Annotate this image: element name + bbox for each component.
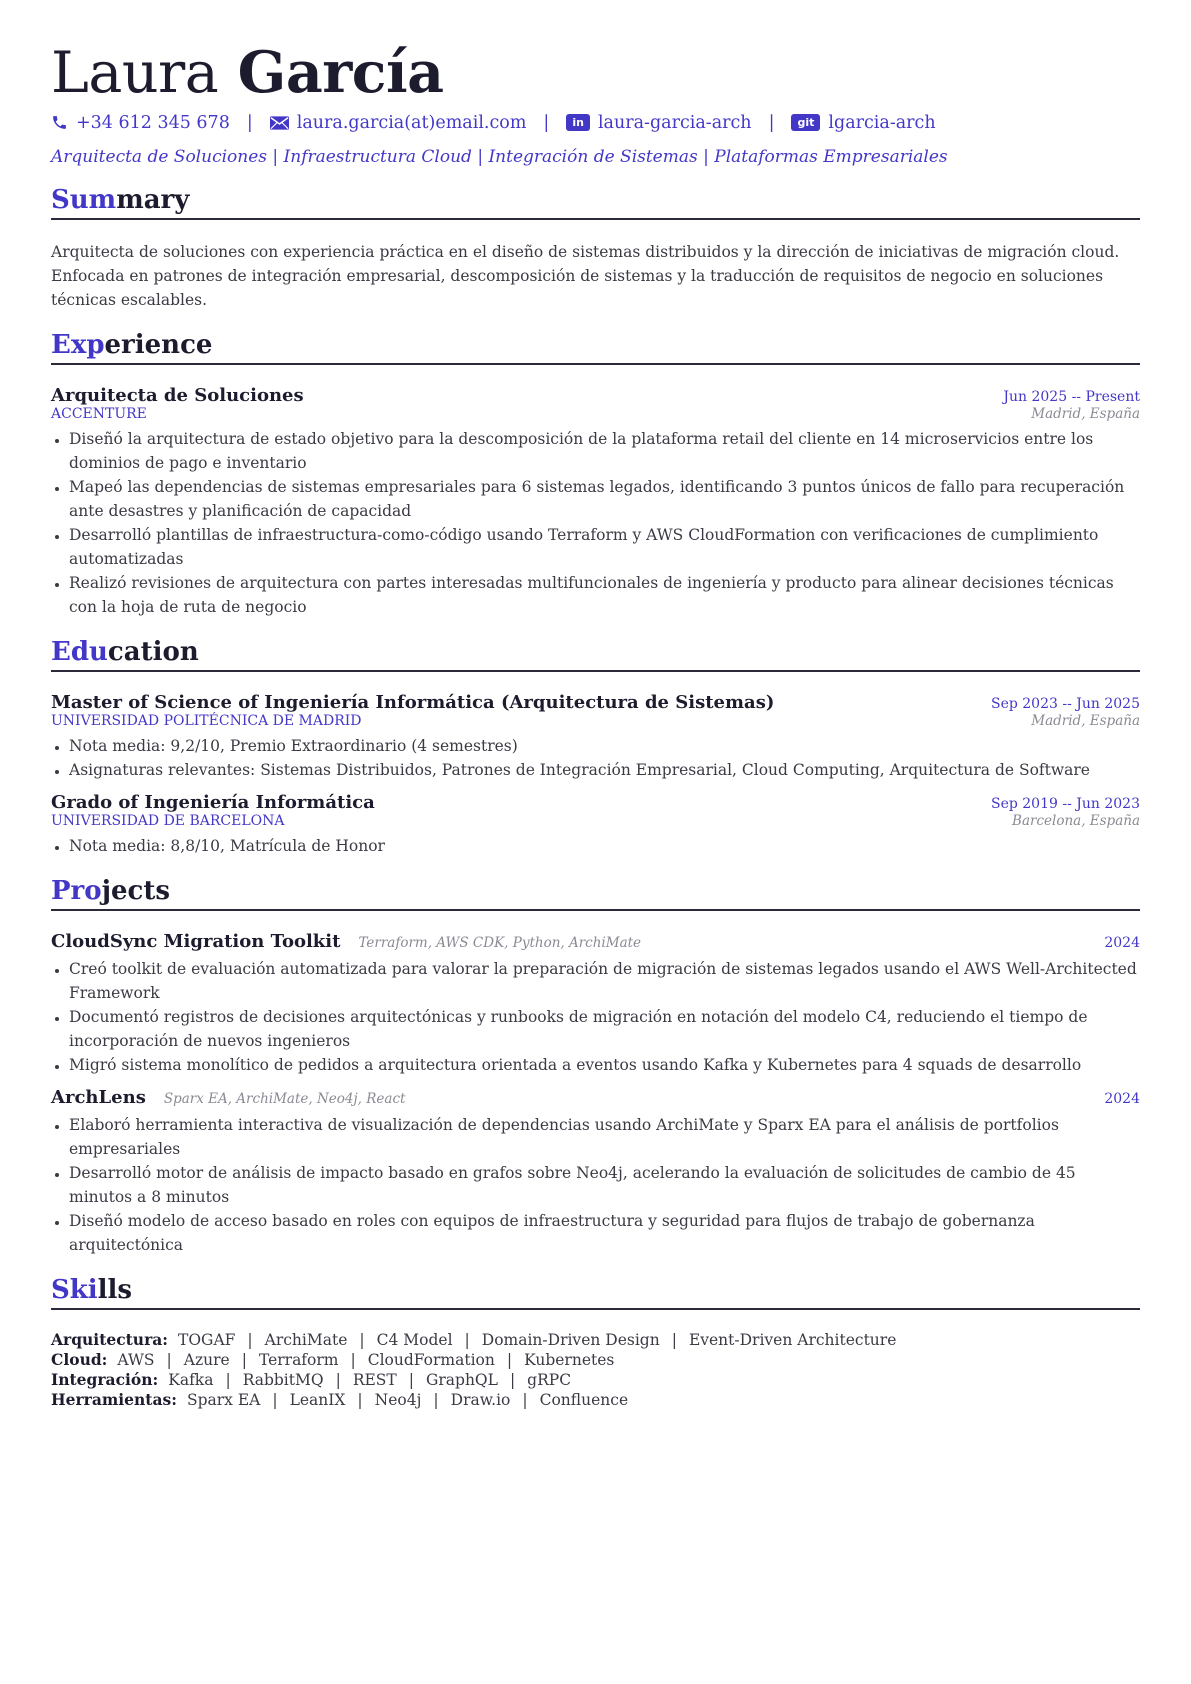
phone-link[interactable] <box>51 113 230 133</box>
section-title: Summary <box>51 185 1140 220</box>
job-bullets <box>51 427 1140 619</box>
degree-date: Sep 2019 -- Jun 2023 <box>990 796 1140 813</box>
section-title: Education <box>51 637 1140 672</box>
list-item: • Mapeó las dependencias de sistemas empresariales para 6 sistemas legados, identificando 3 puntos únicos de fallo para recuperación ante desastres y planificación de capacidad <box>69 475 1140 523</box>
envelope-icon <box>270 116 289 130</box>
job-title: Arquitecta de Soluciones <box>51 384 304 406</box>
list-item: • Realizó revisiones de arquitectura con partes interesadas multifuncionales de ingeniería y producto para alinear decisiones técnicas con la hoja de ruta de negocio <box>69 571 1140 619</box>
skills-section <box>51 1275 1140 1410</box>
experience-section <box>51 330 1140 619</box>
list-item: • Documentó registros de decisiones arquitectónicas y runbooks de migración en notación del modelo C4, reduciendo el tiempo de incorporación de nuevos ingenieros <box>69 1005 1140 1053</box>
section-title: Projects <box>51 876 1140 911</box>
education-section <box>51 637 1140 858</box>
summary-section <box>51 185 1140 312</box>
list-item: • Desarrolló plantillas de infraestructura-como-código usando Terraform y AWS CloudFormation con verificaciones de cumplimiento automatizadas <box>69 523 1140 571</box>
contact-bar <box>51 113 1140 133</box>
project-date: 2024 <box>1104 935 1140 952</box>
project-title: CloudSync Migration Toolkit <box>51 931 341 953</box>
degree-location: Barcelona, España <box>1012 813 1140 830</box>
summary-text: Arquitecta de soluciones con experiencia práctica en el diseño de sistemas distribuidos y la dirección de iniciativas de migración cloud. Enfocada en patrones de integración empresarial, descomposición de sistemas y la traducción de requisitos de negocio en soluciones técnicas escalables. <box>51 242 1120 309</box>
list-item: • Creó toolkit de evaluación automatizada para valorar la preparación de migración de sistemas legados usando el AWS Well-Architected Framework <box>69 957 1140 1005</box>
phone-icon <box>51 114 68 131</box>
degree-bullets <box>51 734 1140 782</box>
job-date: Jun 2025 -- Present <box>1003 388 1140 405</box>
job-location: Madrid, España <box>1031 405 1140 422</box>
degree-date: Sep 2023 -- Jun 2025 <box>990 696 1140 713</box>
education-entry <box>51 692 1140 782</box>
phone-text: +34 612 345 678 <box>76 112 230 133</box>
github-link[interactable] <box>791 113 935 133</box>
linkedin-icon: in <box>566 114 590 131</box>
job-company: ACCENTURE <box>51 405 147 422</box>
skill-row: Integración: Kafka | RabbitMQ | REST | GraphQL | gRPC <box>51 1370 572 1390</box>
education-entry <box>51 792 1140 858</box>
list-item: • Elaboró herramienta interactiva de visualización de dependencias usando ArchiMate y Sparx EA para el análisis de portfolios empresariales <box>69 1113 1140 1161</box>
project-entry <box>51 931 1140 1077</box>
section-title: Skills <box>51 1275 1140 1310</box>
section-title: Experience <box>51 330 1140 365</box>
github-text: lgarcia-arch <box>828 112 936 133</box>
contact-separator: | <box>543 112 550 133</box>
list-item: • Diseñó modelo de acceso basado en roles con equipos de infraestructura y seguridad para flujos de trabajo de gobernanza arquitectónica <box>69 1209 1140 1257</box>
projects-section <box>51 876 1140 1257</box>
tagline: Arquitecta de Soluciones | Infraestructura Cloud | Integración de Sistemas | Plataformas Empresariales <box>51 146 948 167</box>
contact-separator: | <box>246 112 253 133</box>
project-date: 2024 <box>1104 1091 1140 1108</box>
degree-bullets <box>51 834 1140 858</box>
skill-row: Cloud: AWS | Azure | Terraform | CloudFormation | Kubernetes <box>51 1350 615 1370</box>
email-link[interactable] <box>270 113 527 133</box>
linkedin-text: laura-garcia-arch <box>597 112 752 133</box>
last-name: García <box>237 39 444 106</box>
project-tech: Sparx EA, ArchiMate, Neo4j, React <box>163 1091 406 1108</box>
skill-row: Herramientas: Sparx EA | LeanIX | Neo4j | Draw.io | Confluence <box>51 1390 629 1410</box>
list-item: • Asignaturas relevantes: Sistemas Distribuidos, Patrones de Integración Empresarial, Cloud Computing, Arquitectura de Software <box>69 758 1140 782</box>
skills-list <box>51 1330 1140 1410</box>
linkedin-link[interactable] <box>566 113 751 133</box>
experience-entry <box>51 385 1140 619</box>
list-item: • Migró sistema monolítico de pedidos a arquitectura orientada a eventos usando Kafka y Kubernetes para 4 squads de desarrollo <box>69 1053 1140 1077</box>
list-item: • Desarrolló motor de análisis de impacto basado en grafos sobre Neo4j, acelerando la evaluación de solicitudes de cambio de 45 minutos a 8 minutos <box>69 1161 1140 1209</box>
list-item: • Nota media: 8,8/10, Matrícula de Honor <box>69 834 1140 858</box>
degree-school: UNIVERSIDAD DE BARCELONA <box>51 813 285 830</box>
github-icon: git <box>791 114 820 131</box>
degree-school: UNIVERSIDAD POLITÉCNICA DE MADRID <box>51 713 362 730</box>
list-item: • Nota media: 9,2/10, Premio Extraordinario (4 semestres) <box>69 734 1140 758</box>
degree-location: Madrid, España <box>1031 713 1140 730</box>
degree-title: Master of Science of Ingeniería Informática (Arquitectura de Sistemas) <box>51 692 775 714</box>
degree-title: Grado of Ingeniería Informática <box>51 792 375 814</box>
project-tech: Terraform, AWS CDK, Python, ArchiMate <box>358 935 642 952</box>
project-bullets <box>51 1113 1140 1257</box>
list-item: • Diseñó la arquitectura de estado objetivo para la descomposición de la plataforma retail del cliente en 14 microservicios entre los dominios de pago e inventario <box>69 427 1140 475</box>
contact-separator: | <box>768 112 775 133</box>
skill-row: Arquitectura: TOGAF | ArchiMate | C4 Model | Domain-Driven Design | Event-Driven Architecture <box>51 1330 897 1350</box>
email-text: laura.garcia(at)email.com <box>296 112 527 133</box>
project-entry <box>51 1087 1140 1257</box>
project-bullets <box>51 957 1140 1077</box>
project-title: ArchLens <box>51 1087 146 1109</box>
first-name: Laura <box>51 40 219 106</box>
candidate-name <box>51 40 1140 107</box>
